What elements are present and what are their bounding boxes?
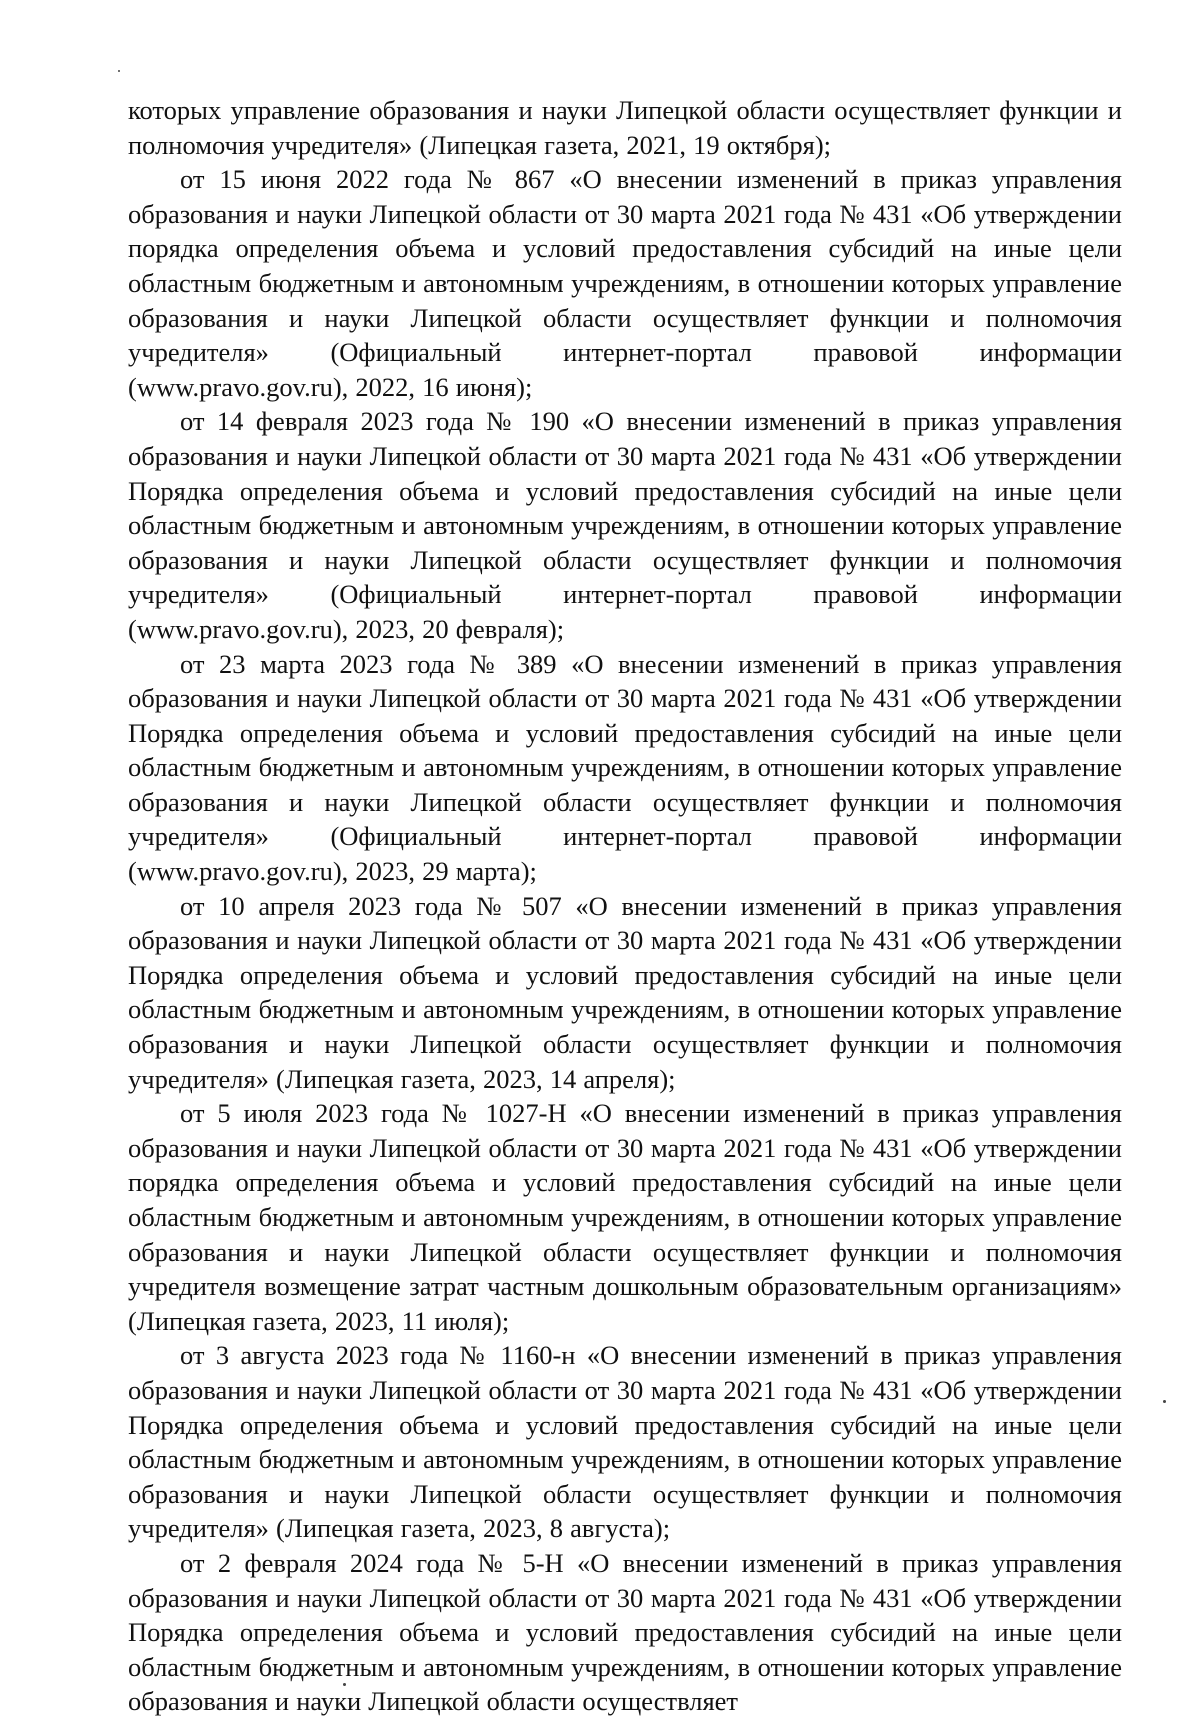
paragraph-order-389: от 23 марта 2023 года № 389 «О внесении изменений в приказ управления образования и науки Липецкой области от 30 марта 2021 года № 431 «Об утверждении Порядка определения объема и условий предоставления субсидий на иные цели областным бюджетным и автономным учреждениям, в отношении которых управление образования и науки Липецкой области осуществляет функции и полномочия учредителя» (Официальный интернет-портал правовой информации (www.pravo.gov.ru), 2023, 29 марта); [128, 648, 1122, 887]
paragraph-order-190: от 14 февраля 2023 года № 190 «О внесении изменений в приказ управления образования и науки Липецкой области от 30 марта 2021 года № 431 «Об утверждении Порядка определения объема и условий предоставления субсидий на иные цели областным бюджетным и автономным учреждениям, в отношении которых управление образования и науки Липецкой области осуществляет функции и полномочия учредителя» (Официальный интернет-портал правовой информации (www.pravo.gov.ru), 2023, 20 февраля); [128, 406, 1122, 644]
paragraph-continuation: которых управление образования и науки Липецкой области осуществляет функции и полномочия учредителя» (Липецкая газета, 2021, 19 октября); [128, 95, 1122, 160]
paragraph-order-507: от 10 апреля 2023 года № 507 «О внесении изменений в приказ управления образования и науки Липецкой области от 30 марта 2021 года № 431 «Об утверждении Порядка определения объема и условий предоставления субсидий на иные цели областным бюджетным и автономным учреждениям, в отношении которых управление образования и науки Липецкой области осуществляет функции и полномочия учредителя» (Липецкая газета, 2023, 14 апреля); [128, 890, 1122, 1094]
paragraph-order-1027: от 5 июля 2023 года № 1027-Н «О внесении изменений в приказ управления образования и науки Липецкой области от 30 марта 2021 года № 431 «Об утверждении порядка определения объема и условий предоставления субсидий на иные цели областным бюджетным и автономным учреждениям, в отношении которых управление образования и науки Липецкой области осуществляет функции и полномочия учредителя возмещение затрат частным дошкольным образовательным организациям» (Липецкая газета, 2023, 11 июля); [128, 1098, 1122, 1336]
paragraph-order-5: от 2 февраля 2024 года № 5-Н «О внесении изменений в приказ управления образования и науки Липецкой области от 30 марта 2021 года № 431 «Об утверждении Порядка определения объема и условий предоставления субсидий на иные цели областным бюджетным и автономным учреждениям, в отношении которых управление образования и науки Липецкой области осуществляет [128, 1547, 1122, 1717]
paragraph-order-867: от 15 июня 2022 года № 867 «О внесении изменений в приказ управления образования и науки Липецкой области от 30 марта 2021 года № 431 «Об утверждении порядка определения объема и условий предоставления субсидий на иные цели областным бюджетным и автономным учреждениям, в отношении которых управление образования и науки Липецкой области осуществляет функции и полномочия учредителя» (Официальный интернет-портал правовой информации (www.pravo.gov.ru), 2022, 16 июня); [128, 164, 1122, 402]
scan-speck [118, 70, 120, 72]
document-body [128, 93, 1122, 1719]
scan-speck [1163, 1400, 1166, 1403]
paragraph-order-1160: от 3 августа 2023 года № 1160-н «О внесении изменений в приказ управления образования и науки Липецкой области от 30 марта 2021 года № 431 «Об утверждении Порядка определения объема и условий предоставления субсидий на иные цели областным бюджетным и автономным учреждениям, в отношении которых управление образования и науки Липецкой области осуществляет функции и полномочия учредителя» (Липецкая газета, 2023, 8 августа); [128, 1340, 1122, 1544]
